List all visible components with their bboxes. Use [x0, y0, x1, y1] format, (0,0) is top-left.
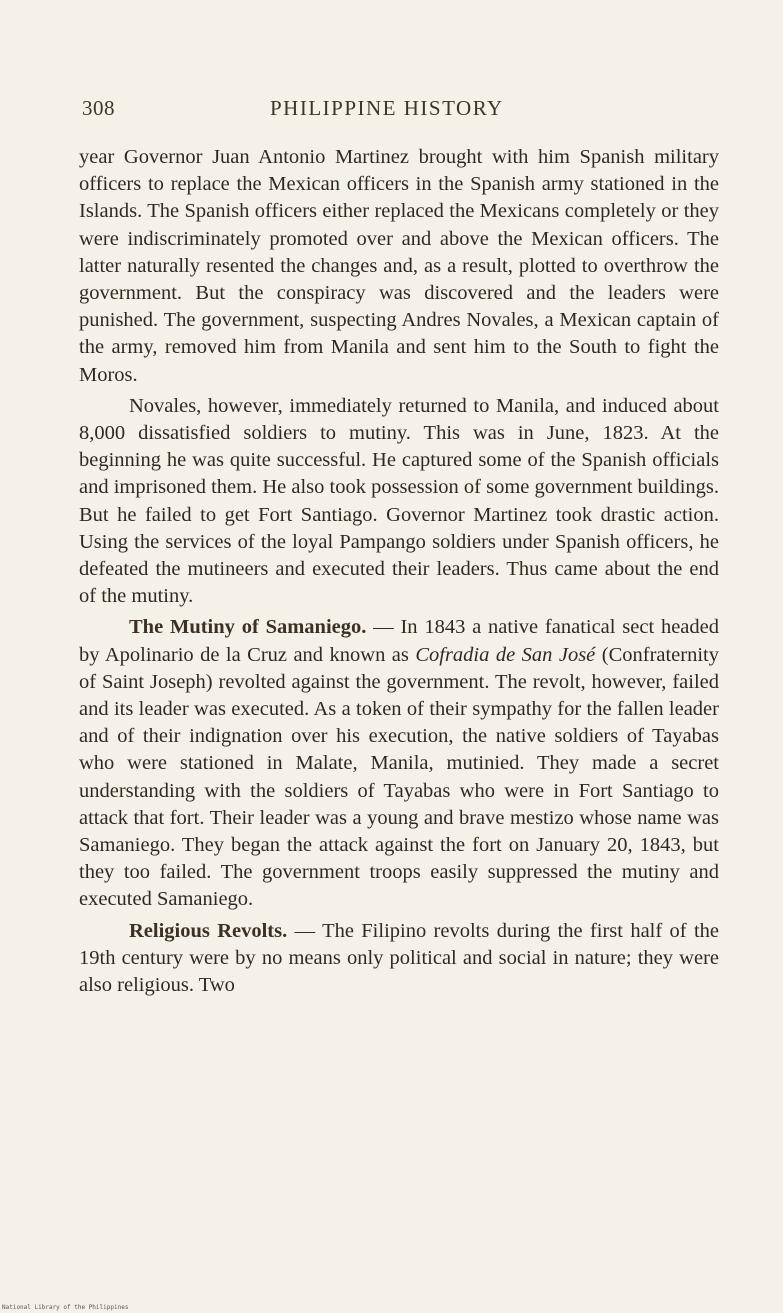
paragraph-religious-revolts [79, 918, 719, 1000]
library-credit: National Library of the Philippines [2, 1304, 129, 1311]
running-header [82, 96, 718, 122]
paragraph-text: Novales, however, immediately returned to Manila, and induced about 8,000 dissatisfied soldiers to mutiny. This was in June, 1823. At the beginning he was quite successful. He captured some of the Spanish officials and imprisoned them. He also took possession of some government buildings. But he failed to get Fort Santiago. Governor Martinez took drastic action. Using the services of the loyal Pampango soldiers under Spanish officers, he defeated the mutineers and executed their leaders. Thus came about the end of the mutiny. [79, 394, 719, 608]
paragraph-text: — The Filipino revolts during the first half of the 19th century were by no means only political and social in nature; they were also religious. Two [79, 919, 719, 997]
page-number: 308 [82, 96, 115, 120]
paragraph-1 [79, 144, 719, 389]
running-title: PHILIPPINE HISTORY [270, 96, 504, 120]
italic-term: Cofradia de San José [415, 643, 596, 666]
paragraph-2 [79, 393, 719, 611]
paragraph-lead: — In 1843 a native fanatical sect headed by Apolinario de la Cruz and known as [79, 616, 719, 666]
paragraph-samaniego [79, 614, 719, 913]
body-text [79, 144, 719, 1003]
paragraph-text: year Governor Juan Antonio Martinez brought with him Spanish military officers to replace the Mexican officers in the Spanish army stationed in the Islands. The Spanish officers either replaced the Mexicans completely or they were indiscriminately promoted over and above the Mexican officers. The latter naturally resented the changes and, as a result, plotted to overthrow the government. But the conspiracy was discovered and the leaders were punished. The government, suspecting Andres Novales, a Mexican captain of the army, removed him from Manila and sent him to the South to fight the Moros. [79, 146, 719, 386]
section-heading: Religious Revolts. [129, 919, 288, 942]
paragraph-text: (Confraternity of Saint Joseph) revolted against the government. The revolt, however, failed and its leader was executed. As a token of their sympathy for the fallen leader and of their indignation over his execution, the native soldiers of Tayabas who were stationed in Malate, Manila, mutinied. They made a secret understanding with the soldiers of Tayabas who were in Fort Santiago to attack that fort. Their leader was a young and brave mestizo whose name was Samaniego. They began the attack against the fort on January 20, 1843, but they too failed. The government troops easily suppressed the mutiny and executed Samaniego. [79, 643, 720, 911]
section-heading: The Mutiny of Samaniego. [129, 616, 367, 639]
